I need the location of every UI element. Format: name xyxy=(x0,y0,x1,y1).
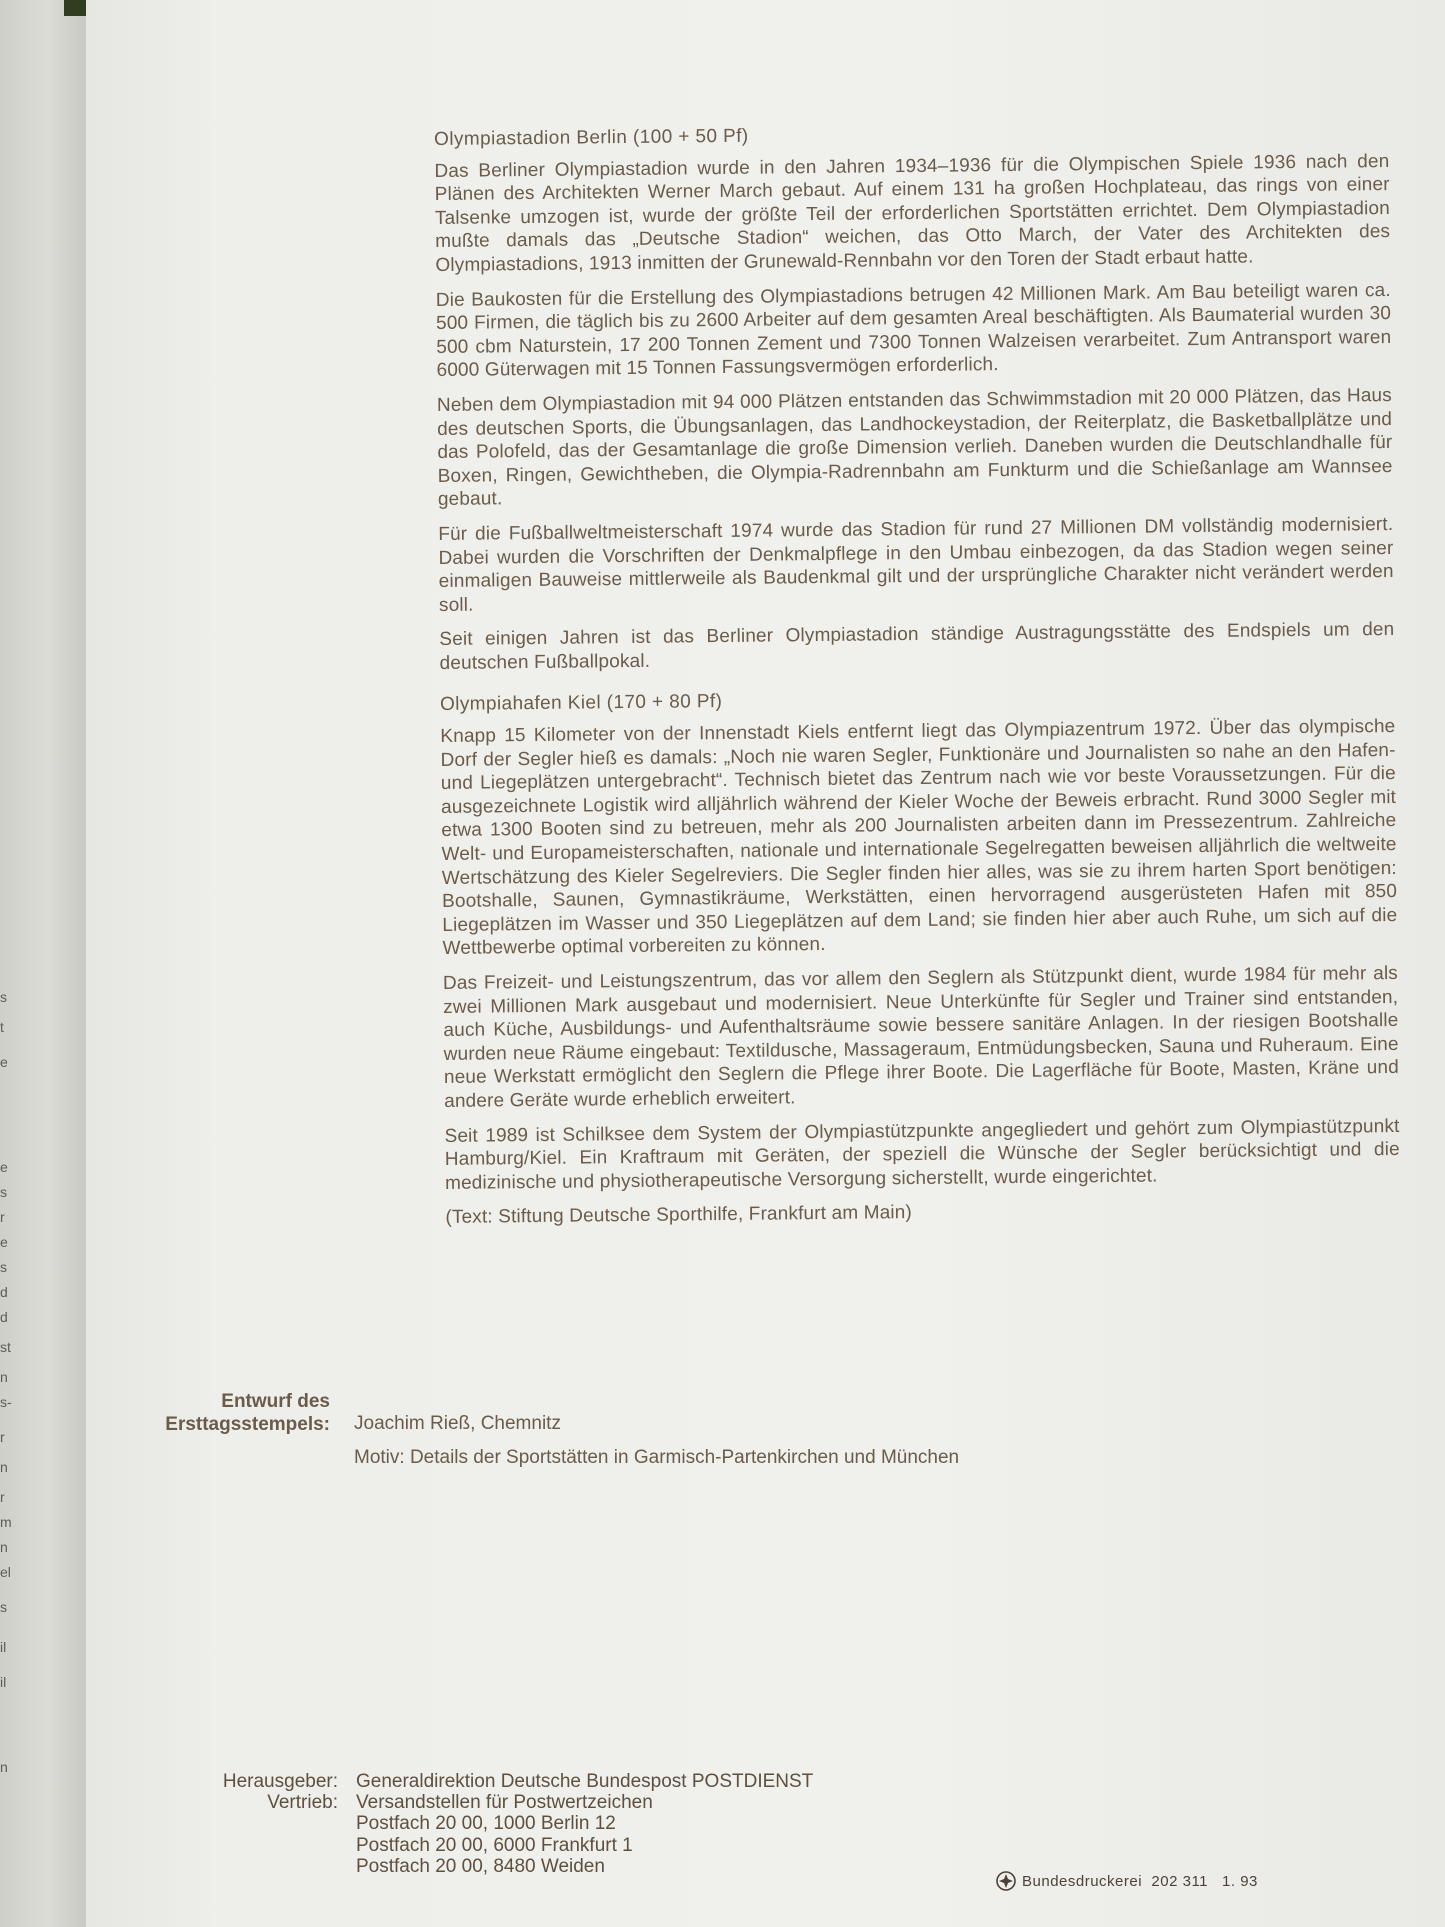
paragraph: Die Baukosten für die Erstellung des Olympiastadions betrugen 42 Millionen Mark. Am Bau beteiligt waren ca. 500 Firmen, die täglich bis zu 2600 Arbeiter auf dem gesamten Areal beschäftigten. Als Baumaterial wurden 30 500 cbm Naturstein, 17 200 Tonnen Zement und 7300 Tonnen Walzeisen verarbeitet. Zum Antransport waren 6000 Güterwagen mit 15 Tonnen Fassungsvermögen erforderlich. xyxy=(435,279,1392,382)
publisher-values xyxy=(356,1771,813,1877)
bleed-fragment: e xyxy=(0,1234,8,1250)
publisher-label: Herausgeber: xyxy=(222,1771,338,1792)
bleed-fragment: s xyxy=(0,1259,7,1275)
bleed-fragment: e xyxy=(0,1159,8,1175)
bleed-fragment: n xyxy=(0,1539,8,1555)
bleed-fragment: s- xyxy=(0,1394,12,1410)
section-title-olympiahafen: Olympiahafen Kiel (170 + 80 Pf) xyxy=(439,691,723,716)
left-page-edge xyxy=(0,0,86,1927)
bleed-fragment: el xyxy=(0,1564,11,1580)
paragraph: Neben dem Olympiastadion mit 94 000 Plätzen entstanden das Schwimmstadion mit 20 000 Plätzen, das Haus des deutschen Sports, die Übungsanlagen, das Landhockeystadion, der Reiterplatz, die Basketballplätze und das Polofeld, das der Gesamtanlage die große Dimension verlieh. Daneben wurden die Deutschlandhalle für Boxen, Ringen, Gewichtheben, die Olympia-Radrennbahn am Funkturm und die Schießanlage am Wannsee gebaut. xyxy=(436,384,1393,511)
bleed-fragment: n xyxy=(0,1759,8,1775)
printer-text: Bundesdruckerei 202 311 1. 93 xyxy=(1022,1872,1258,1890)
stamp-motif: Motiv: Details der Sportstätten in Garmisch-Partenkirchen und München xyxy=(354,1447,960,1468)
bleed-fragment: e xyxy=(0,1054,8,1070)
bleed-fragment: il xyxy=(0,1674,7,1690)
bleed-fragment: r xyxy=(0,1209,5,1225)
bleed-fragment: n xyxy=(0,1369,8,1385)
paragraph: Das Freizeit- und Leistungszentrum, das vor allem den Seglern als Stützpunkt dient, wurde 1984 für mehr als zwei Millionen Mark ausgebaut und modernisiert. Neue Unterkünfte für Segler und Trainer sind entstanden, auch Küche, Ausbildungs- und Aufenthaltsräume sowie bessere sanitäre Anlagen. In der riesigen Bootshalle wurden neue Räume eingebaut: Textildusche, Massageraum, Entmüdungsbecken, Sauna und Ruheraum. Eine neue Werkstatt ermöglicht den Seglern die Pflege ihrer Boote. Die Lagerfläche für Boote, Masten, Kräne und andere Geräte wurde erheblich erweitert. xyxy=(442,962,1400,1112)
address-line: Postfach 20 00, 8480 Weiden xyxy=(356,1855,605,1877)
publisher-labels xyxy=(140,1771,338,1813)
paragraph: Seit einigen Jahren ist das Berliner Olympiastadion ständige Austragungsstätte des Endspiels um den deutschen Fußballpokal. xyxy=(439,619,1395,674)
bundesdruckerei-logo-icon xyxy=(996,1871,1016,1891)
bleed-fragment: m xyxy=(0,1514,12,1530)
bleed-fragment: s xyxy=(0,1599,7,1615)
stamp-label xyxy=(140,1390,330,1436)
bleed-fragment: s xyxy=(0,989,7,1005)
distribution-label: Vertrieb: xyxy=(267,1792,338,1814)
document-page xyxy=(86,0,1445,1927)
distribution-name: Versandstellen für Postwertzeichen xyxy=(356,1792,653,1814)
stamp-label-line1: Entwurf des xyxy=(221,1391,330,1412)
text-credit: (Text: Stiftung Deutsche Sporthilfe, Frankfurt am Main) xyxy=(445,1202,913,1229)
section-title-olympiastadion: Olympiastadion Berlin (100 + 50 Pf) xyxy=(434,125,749,150)
address-line: Postfach 20 00, 6000 Frankfurt 1 xyxy=(356,1834,633,1856)
paragraph: Seit 1989 ist Schilksee dem System der Olympiastützpunkte angegliedert und gehört zum Olympiastützpunkt Hamburg/Kiel. Ein Kraftraum mit Geräten, der speziell die Wünsche der Segler berücksichtigt und die medizinische und physiotherapeutische Versorgung sicherstellt, wurde eingerichtet. xyxy=(444,1115,1400,1194)
paragraph: Knapp 15 Kilometer von der Innenstadt Kiels entfernt liegt das Olympiazentrum 1972. Über das olympische Dorf der Segler hieß es damals: „Noch nie waren Segler, Funktionäre und Journalisten so nahe an den Hafen- und Liegeplätzen untergebracht“. Technisch bietet das Zentrum nach wie vor beste Voraussetzungen. Für die ausgezeichnete Logistik wird alljährlich während der Kieler Woche der Beweis erbracht. Rund 3000 Segler mit etwa 1300 Booten sind zu betreuen, mehr als 200 Journalisten arbeiten dann im Pressezentrum. Zahlreiche Welt- und Europameisterschaften, nationale und internationale Segelregatten beweisen alljährlich die weltweite Wertschätzung des Kieler Segelreviers. Die Segler finden hier alles, was sie zu ihrem harten Sport benötigen: Bootshalle, Saunen, Gymnastikräume, Werkstätten, einen hervorragend ausgerüsteten Hafen mit 850 Liegeplätzen im Wasser und 350 Liegeplätzen auf dem Land; sie finden hier aber auch Ruhe, um sich auf die Wettbewerbe optimal vorbereiten zu können. xyxy=(440,716,1398,960)
bleed-fragment: d xyxy=(0,1284,8,1300)
paragraph: Für die Fußballweltmeisterschaft 1974 wurde das Stadion für rund 27 Millionen DM vollständig modernisiert. Dabei wurden die Vorschriften der Denkmalpflege in den Umbau einbezogen, da das Stadion wegen seiner einmaligen Bauweise mittlerweile als Baudenkmal gilt und der ursprüngliche Charakter nicht verändert werden soll. xyxy=(438,513,1394,616)
printer-imprint xyxy=(996,1871,1258,1891)
bleed-fragment: st xyxy=(0,1339,11,1355)
paragraph: Das Berliner Olympiastadion wurde in den Jahren 1934–1936 für die Olympischen Spiele 1936 nach den Plänen des Architekten Werner March gebaut. Auf einem 131 ha großen Hochplateau, das rings von einer Talsenke umzogen ist, wurde der größte Teil der erforderlichen Sportstätten errichtet. Dem Olympiastadion mußte damals das „Deutsche Stadion“ weichen, das Otto March, der Vater des Architekten des Olympiastadions, 1913 inmitten der Grunewald-Rennbahn vor den Toren der Stadt erbaut hatte. xyxy=(434,150,1391,276)
bleed-fragment: r xyxy=(0,1429,5,1445)
stamp-designer: Joachim Rieß, Chemnitz xyxy=(354,1413,561,1434)
publisher-name: Generaldirektion Deutsche Bundespost POSTDIENST xyxy=(356,1771,814,1792)
address-line: Postfach 20 00, 1000 Berlin 12 xyxy=(356,1813,616,1835)
bleed-fragment: d xyxy=(0,1309,8,1325)
main-text-column xyxy=(434,118,1401,1241)
bleed-fragment: n xyxy=(0,1459,8,1475)
bleed-fragment: il xyxy=(0,1639,7,1655)
bleed-fragment: r xyxy=(0,1489,5,1505)
stamp-label-line2: Ersttagsstempels: xyxy=(165,1414,330,1435)
bleed-fragment: t xyxy=(0,1019,4,1035)
bleed-fragment: s xyxy=(0,1184,7,1200)
